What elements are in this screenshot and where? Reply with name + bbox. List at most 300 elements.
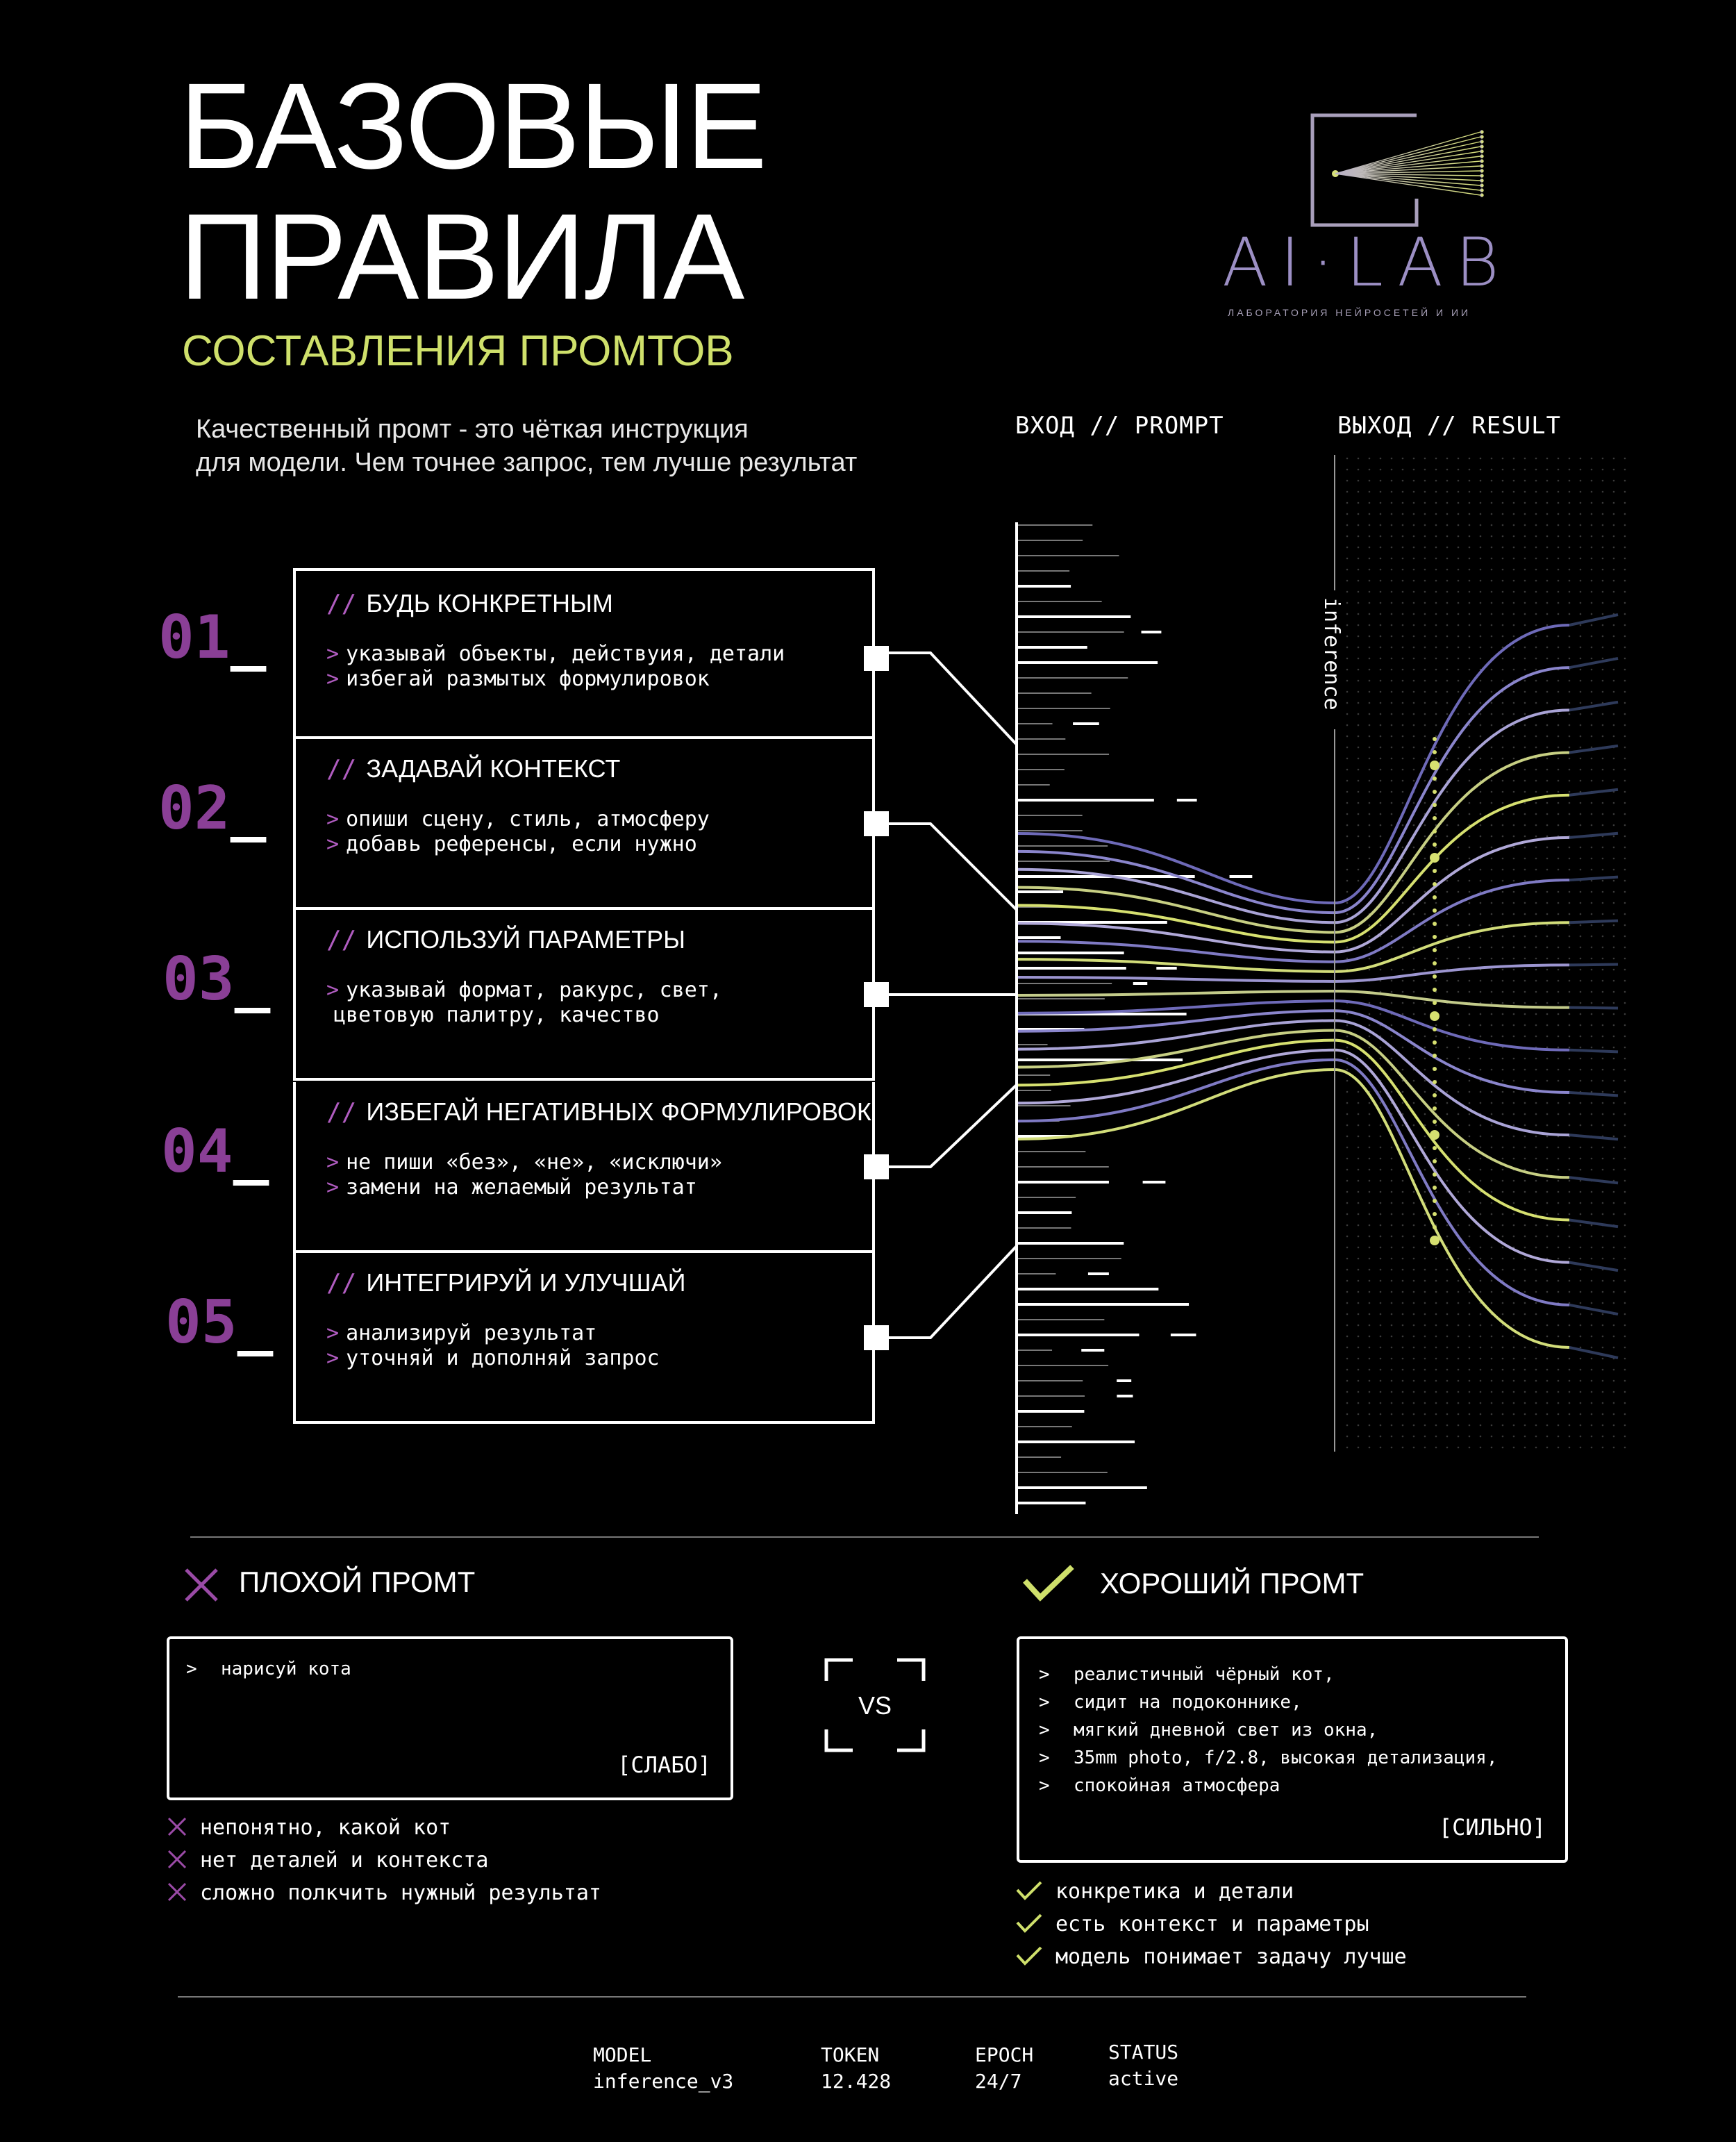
grid-dot [1346, 1269, 1349, 1271]
grid-dot [1502, 1069, 1504, 1071]
grid-dot [1580, 1425, 1582, 1427]
grid-dot [1435, 558, 1437, 560]
grid-dot [1624, 958, 1626, 960]
grid-dot [1380, 1269, 1382, 1271]
grid-dot [1391, 1347, 1393, 1349]
grid-dot [1624, 1447, 1626, 1449]
grid-dot [1580, 1247, 1582, 1249]
grid-dot [1369, 1313, 1371, 1315]
grid-dot [1513, 1380, 1515, 1382]
grid-dot [1402, 491, 1404, 493]
grid-dot [1446, 1013, 1449, 1015]
vs-frame [824, 1657, 926, 1753]
grid-dot [1424, 1358, 1426, 1360]
grid-dot [1369, 1413, 1371, 1415]
grid-dot [1513, 669, 1515, 671]
grid-dot [1624, 680, 1626, 682]
good-prompt-heading: ХОРОШИЙ ПРОМТ [1100, 1567, 1364, 1600]
grid-dot [1535, 680, 1537, 682]
grid-dot [1613, 524, 1615, 526]
output-dot [1433, 1120, 1437, 1124]
grid-dot [1624, 780, 1626, 782]
grid-dot [1391, 1036, 1393, 1038]
footer-stat [593, 2042, 733, 2095]
grid-dot [1591, 958, 1593, 960]
grid-dot [1446, 624, 1449, 626]
grid-dot [1624, 602, 1626, 604]
grid-dot [1546, 1013, 1549, 1015]
grid-dot [1513, 636, 1515, 638]
grid-dot [1624, 536, 1626, 538]
grid-dot [1391, 1180, 1393, 1182]
grid-dot [1380, 624, 1382, 626]
output-dot [1433, 790, 1437, 794]
grid-dot [1535, 736, 1537, 738]
grid-dot [1491, 513, 1493, 515]
grid-dot [1480, 491, 1482, 493]
grid-dot [1391, 458, 1393, 460]
grid-dot [1424, 1191, 1426, 1193]
grid-dot [1435, 1047, 1437, 1049]
grid-dot [1369, 502, 1371, 504]
grid-dot [1458, 469, 1460, 471]
grid-dot [1435, 836, 1437, 838]
output-dot [1433, 974, 1437, 979]
grid-dot [1558, 780, 1560, 782]
grid-dot [1624, 1213, 1626, 1215]
grid-dot [1535, 569, 1537, 571]
grid-dot [1502, 491, 1504, 493]
grid-dot [1413, 602, 1415, 604]
grid-dot [1513, 1258, 1515, 1260]
output-label: ВЫХОД // RESULT [1337, 412, 1562, 440]
grid-dot [1513, 536, 1515, 538]
grid-dot [1569, 480, 1571, 482]
grid-dot [1558, 1291, 1560, 1293]
grid-dot [1480, 1247, 1482, 1249]
grid-dot [1380, 536, 1382, 538]
grid-dot [1513, 824, 1515, 827]
grid-dot [1413, 747, 1415, 749]
grid-dot [1613, 1436, 1615, 1438]
grid-dot [1569, 1369, 1571, 1371]
grid-dot [1380, 1202, 1382, 1204]
grid-dot [1402, 647, 1404, 649]
grid-dot [1358, 1247, 1360, 1249]
grid-dot [1502, 624, 1504, 626]
grid-dot [1558, 636, 1560, 638]
output-dot [1433, 1199, 1437, 1203]
grid-dot [1435, 1280, 1437, 1282]
grid-dot [1424, 880, 1426, 882]
grid-dot [1546, 1069, 1549, 1071]
output-dot [1433, 1027, 1437, 1031]
grid-dot [1624, 1069, 1626, 1071]
grid-dot [1524, 1391, 1526, 1393]
grid-dot [1613, 1425, 1615, 1427]
grid-dot [1369, 1358, 1371, 1360]
grid-dot [1446, 1202, 1449, 1204]
grid-dot [1558, 613, 1560, 615]
grid-dot [1391, 1402, 1393, 1404]
grid-dot [1446, 1058, 1449, 1060]
grid-dot [1535, 858, 1537, 860]
grid-dot [1558, 1369, 1560, 1371]
grid-dot [1580, 1436, 1582, 1438]
grid-dot [1502, 880, 1504, 882]
grid-dot [1402, 1180, 1404, 1182]
grid-dot [1435, 669, 1437, 671]
grid-dot [1391, 1091, 1393, 1093]
grid-dot [1591, 558, 1593, 560]
grid-dot [1502, 602, 1504, 604]
grid-dot [1591, 1258, 1593, 1260]
grid-dot [1480, 1202, 1482, 1204]
grid-dot [1413, 647, 1415, 649]
grid-dot [1513, 1336, 1515, 1338]
grid-dot [1458, 602, 1460, 604]
grid-dot [1569, 1380, 1571, 1382]
grid-dot [1624, 613, 1626, 615]
grid-dot [1380, 1447, 1382, 1449]
grid-dot [1591, 580, 1593, 582]
grid-dot [1424, 524, 1426, 526]
grid-dot [1446, 469, 1449, 471]
grid-dot [1580, 613, 1582, 615]
grid-dot [1613, 1347, 1615, 1349]
grid-dot [1391, 1302, 1393, 1304]
grid-dot [1580, 1058, 1582, 1060]
grid-dot [1358, 558, 1360, 560]
grid-dot [1424, 802, 1426, 804]
grid-dot [1546, 1169, 1549, 1171]
footer-key: MODEL [593, 2043, 652, 2066]
grid-dot [1346, 1036, 1349, 1038]
grid-dot [1613, 1136, 1615, 1138]
grid-dot [1524, 891, 1526, 893]
grid-dot [1491, 880, 1493, 882]
step-number: 05_ [165, 1288, 274, 1357]
grid-dot [1624, 1058, 1626, 1060]
grid-dot [1369, 1280, 1371, 1282]
rule-detail: > добавь референсы, если нужно [326, 832, 697, 856]
grid-dot [1602, 913, 1604, 915]
grid-dot [1369, 1325, 1371, 1327]
rule-detail: цветовую палитру, качество [333, 1003, 660, 1027]
grid-dot [1502, 1369, 1504, 1371]
strong-tag: [СИЛЬНО] [1438, 1814, 1546, 1841]
grid-dot [1569, 536, 1571, 538]
grid-dot [1513, 891, 1515, 893]
grid-dot [1502, 1347, 1504, 1349]
grid-dot [1380, 1402, 1382, 1404]
grid-dot [1480, 736, 1482, 738]
grid-dot [1502, 1425, 1504, 1427]
grid-dot [1513, 558, 1515, 560]
grid-dot [1491, 1336, 1493, 1338]
grid-dot [1535, 1124, 1537, 1127]
grid-dot [1413, 736, 1415, 738]
grid-dot [1569, 1047, 1571, 1049]
grid-dot [1524, 913, 1526, 915]
grid-dot [1580, 458, 1582, 460]
grid-dot [1524, 1191, 1526, 1193]
grid-dot [1402, 1213, 1404, 1215]
grid-dot [1424, 847, 1426, 849]
grid-dot [1480, 1358, 1482, 1360]
grid-dot [1513, 569, 1515, 571]
grid-dot [1624, 1402, 1626, 1404]
grid-dot [1524, 1113, 1526, 1115]
grid-dot [1491, 691, 1493, 693]
grid-dot [1524, 1347, 1526, 1349]
grid-dot [1513, 658, 1515, 660]
grid-dot [1591, 747, 1593, 749]
grid-dot [1624, 1091, 1626, 1093]
grid-dot [1591, 1391, 1593, 1393]
grid-dot [1624, 1436, 1626, 1438]
grid-dot [1391, 1336, 1393, 1338]
grid-dot [1424, 1447, 1426, 1449]
grid-dot [1613, 602, 1615, 604]
grid-dot [1391, 624, 1393, 626]
output-dot [1433, 737, 1437, 741]
grid-dot [1569, 580, 1571, 582]
grid-dot [1446, 1258, 1449, 1260]
grid-dot [1469, 536, 1471, 538]
grid-dot [1358, 1380, 1360, 1382]
grid-dot [1524, 969, 1526, 971]
grid-dot [1535, 958, 1537, 960]
grid-dot [1491, 669, 1493, 671]
grid-dot [1446, 691, 1449, 693]
grid-dot [1513, 613, 1515, 615]
grid-dot [1613, 569, 1615, 571]
grid-dot [1469, 1380, 1471, 1382]
grid-dot [1346, 1425, 1349, 1427]
grid-dot [1458, 758, 1460, 760]
grid-dot [1435, 1180, 1437, 1182]
grid-dot [1580, 1047, 1582, 1049]
flow-curve [1018, 1020, 1569, 1135]
grid-dot [1491, 1058, 1493, 1060]
grid-dot [1502, 936, 1504, 938]
grid-dot [1546, 1224, 1549, 1227]
grid-dot [1446, 602, 1449, 604]
output-dot [1430, 853, 1439, 863]
grid-dot [1491, 1113, 1493, 1115]
grid-dot [1380, 1258, 1382, 1260]
grid-dot [1435, 947, 1437, 949]
grid-dot [1591, 758, 1593, 760]
grid-dot [1413, 891, 1415, 893]
grid-dot [1346, 1358, 1349, 1360]
grid-dot [1491, 624, 1493, 626]
grid-dot [1369, 469, 1371, 471]
grid-dot [1602, 969, 1604, 971]
grid-dot [1413, 458, 1415, 460]
grid-dot [1480, 1180, 1482, 1182]
grid-dot [1580, 1447, 1582, 1449]
grid-dot [1558, 1036, 1560, 1038]
grid-dot [1569, 1013, 1571, 1015]
grid-dot [1613, 591, 1615, 593]
grid-dot [1358, 1124, 1360, 1127]
grid-dot [1613, 1380, 1615, 1382]
grid-dot [1613, 691, 1615, 693]
grid-dot [1602, 1247, 1604, 1249]
grid-dot [1402, 1091, 1404, 1093]
grid-dot [1458, 513, 1460, 515]
grid-dot [1458, 624, 1460, 626]
output-dot [1433, 935, 1437, 939]
grid-dot [1524, 780, 1526, 782]
grid-dot [1513, 1347, 1515, 1349]
grid-dot [1358, 1202, 1360, 1204]
grid-dot [1591, 1013, 1593, 1015]
output-dot [1433, 842, 1437, 847]
grid-dot [1491, 1013, 1493, 1015]
grid-dot [1624, 569, 1626, 571]
grid-dot [1413, 1013, 1415, 1015]
grid-dot [1391, 1169, 1393, 1171]
grid-dot [1535, 613, 1537, 615]
grid-dot [1602, 602, 1604, 604]
grid-dot [1580, 1380, 1582, 1382]
grid-dot [1502, 524, 1504, 526]
grid-dot [1458, 1180, 1460, 1182]
grid-dot [1358, 580, 1360, 582]
grid-dot [1413, 691, 1415, 693]
grid-dot [1369, 1036, 1371, 1038]
flow-curve-tail [1569, 1135, 1618, 1139]
grid-dot [1613, 624, 1615, 626]
grid-dot [1569, 1158, 1571, 1160]
grid-dot [1602, 980, 1604, 982]
output-dot [1433, 803, 1437, 807]
check-icon [1021, 1563, 1076, 1604]
grid-dot [1369, 791, 1371, 793]
grid-dot [1380, 836, 1382, 838]
grid-dot [1569, 1169, 1571, 1171]
step-number: 02_ [158, 774, 267, 843]
flow-curve-tail [1569, 833, 1618, 838]
grid-dot [1546, 1124, 1549, 1127]
grid-dot [1424, 669, 1426, 671]
grid-dot [1624, 924, 1626, 927]
grid-dot [1491, 858, 1493, 860]
grid-dot [1480, 1124, 1482, 1127]
grid-dot [1446, 936, 1449, 938]
grid-dot [1613, 780, 1615, 782]
grid-dot [1446, 1436, 1449, 1438]
grid-dot [1502, 1302, 1504, 1304]
grid-dot [1346, 1024, 1349, 1027]
grid-dot [1380, 1136, 1382, 1138]
grid-dot [1369, 691, 1371, 693]
grid-dot [1435, 636, 1437, 638]
grid-dot [1391, 991, 1393, 993]
grid-dot [1402, 569, 1404, 571]
grid-dot [1424, 713, 1426, 715]
grid-dot [1613, 947, 1615, 949]
grid-dot [1524, 1447, 1526, 1449]
grid-dot [1591, 1202, 1593, 1204]
grid-dot [1558, 691, 1560, 693]
grid-dot [1413, 1280, 1415, 1282]
grid-dot [1435, 724, 1437, 727]
grid-dot [1624, 902, 1626, 904]
grid-dot [1546, 780, 1549, 782]
grid-dot [1480, 1136, 1482, 1138]
bad-note: непонятно, какой кот [167, 1816, 451, 1840]
grid-dot [1469, 1325, 1471, 1327]
grid-dot [1402, 613, 1404, 615]
grid-dot [1546, 458, 1549, 460]
grid-dot [1380, 1002, 1382, 1004]
grid-dot [1558, 513, 1560, 515]
grid-dot [1469, 647, 1471, 649]
grid-dot [1558, 991, 1560, 993]
grid-dot [1380, 924, 1382, 927]
grid-dot [1513, 1058, 1515, 1060]
grid-dot [1591, 980, 1593, 982]
grid-dot [1380, 847, 1382, 849]
grid-dot [1424, 502, 1426, 504]
grid-dot [1513, 1158, 1515, 1160]
grid-dot [1558, 1280, 1560, 1282]
grid-dot [1391, 969, 1393, 971]
grid-dot [1602, 1369, 1604, 1371]
grid-dot [1458, 1347, 1460, 1349]
grid-dot [1413, 1313, 1415, 1315]
grid-dot [1424, 1280, 1426, 1282]
grid-dot [1369, 947, 1371, 949]
grid-dot [1602, 613, 1604, 615]
grid-dot [1502, 758, 1504, 760]
grid-dot [1546, 480, 1549, 482]
grid-dot [1358, 1102, 1360, 1104]
grid-dot [1624, 1369, 1626, 1371]
grid-dot [1569, 1269, 1571, 1271]
grid-dot [1480, 836, 1482, 838]
rule-detail: > указывай формат, ракурс, свет, [326, 978, 722, 1002]
grid-dot [1446, 747, 1449, 749]
grid-dot [1424, 1147, 1426, 1149]
grid-dot [1558, 1069, 1560, 1071]
grid-dot [1558, 813, 1560, 815]
grid-dot [1435, 658, 1437, 660]
grid-dot [1546, 1202, 1549, 1204]
grid-dot [1380, 1091, 1382, 1093]
grid-dot [1546, 958, 1549, 960]
grid-dot [1524, 1369, 1526, 1371]
grid-dot [1358, 747, 1360, 749]
grid-dot [1435, 1325, 1437, 1327]
grid-dot [1458, 947, 1460, 949]
grid-dot [1491, 1391, 1493, 1393]
grid-dot [1369, 647, 1371, 649]
connector-node [864, 1325, 889, 1350]
grid-dot [1624, 1191, 1626, 1193]
footer-value: active [1108, 2067, 1179, 2090]
grid-dot [1591, 1447, 1593, 1449]
grid-dot [1402, 1369, 1404, 1371]
grid-dot [1569, 947, 1571, 949]
grid-dot [1591, 702, 1593, 704]
grid-dot [1580, 1358, 1582, 1360]
grid-dot [1524, 1313, 1526, 1315]
